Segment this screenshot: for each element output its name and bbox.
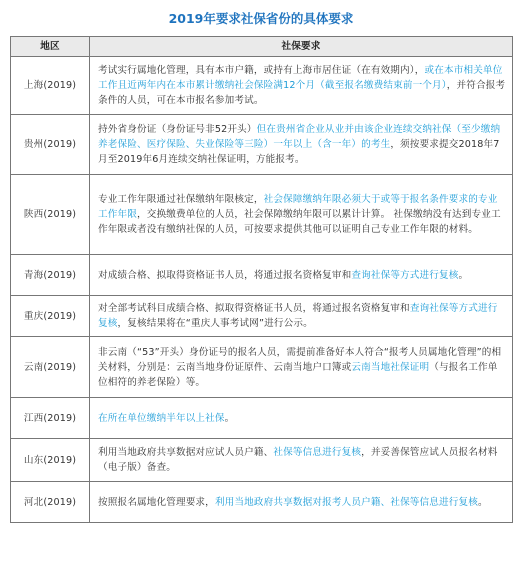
requirement-cell xyxy=(90,398,513,439)
requirement-text: 持外省身份证（身份证号非52开头） xyxy=(98,124,257,135)
table-row xyxy=(11,175,513,255)
requirement-text: 。 xyxy=(458,269,469,281)
requirement-text: ，复核结果将在“重庆人事考试网”进行公示。 xyxy=(117,318,313,329)
requirements-table xyxy=(10,36,513,523)
table-row xyxy=(11,337,513,398)
requirement-cell xyxy=(90,482,513,523)
region-cell: 上海(2019) xyxy=(11,57,90,115)
requirement-cell xyxy=(90,255,513,296)
table-row xyxy=(11,296,513,337)
highlighted-requirement: 在所在单位缴纳半年以上社保 xyxy=(98,412,225,424)
requirement-text: ，交换缴费单位的人员，社会保障缴纳年限可以累计计算。 社保缴纳没有达到专业工作年限或者没有缴纳社保的人员，可按要求提供其他可以证明自己专业工作年限的材料。 xyxy=(98,209,501,235)
highlighted-requirement: 社保等信息进行复核 xyxy=(273,447,362,458)
table-row xyxy=(11,439,513,482)
requirement-cell xyxy=(90,57,513,115)
region-cell: 青海(2019) xyxy=(11,255,90,296)
requirement-cell xyxy=(90,115,513,175)
region-cell: 河北(2019) xyxy=(11,482,90,523)
requirement-text: 对成绩合格、拟取得资格证书人员，将通过报名资格复审和 xyxy=(98,269,352,281)
region-cell: 陕西(2019) xyxy=(11,175,90,255)
region-cell: 山东(2019) xyxy=(11,439,90,482)
highlighted-requirement: 利用当地政府共享数据对报考人员户籍、社保等信息进行复核 xyxy=(214,496,479,508)
requirement-cell xyxy=(90,439,513,482)
requirement-text: 专业工作年限通过社保缴纳年限核定， xyxy=(98,194,264,205)
table-row xyxy=(11,255,513,296)
requirement-text: 对全部考试科目成绩合格、拟取得资格证书人员，将通过报名资格复审和 xyxy=(98,303,410,314)
requirement-cell xyxy=(90,337,513,398)
requirement-text: 考试实行属地化管理，具有本市户籍，或持有上海市居住证（在有效期内）， xyxy=(98,65,425,76)
table-row xyxy=(11,482,513,523)
requirement-cell xyxy=(90,296,513,337)
highlighted-requirement: 社会保障缴纳年限必须大于或等于报名条件要求的专业工作年限 xyxy=(98,194,498,220)
region-cell: 云南(2019) xyxy=(11,337,90,398)
requirement-text: （与报名工作单位相符的养老保险）等。 xyxy=(98,361,498,388)
requirement-text: ，并妥善保管应试人员报名材料（电子版）备查。 xyxy=(98,447,498,473)
table-row xyxy=(11,115,513,175)
requirement-text: 。 xyxy=(478,496,488,508)
region-cell: 重庆(2019) xyxy=(11,296,90,337)
highlighted-requirement: 查询社保等方式进行复核 xyxy=(351,269,459,281)
highlighted-requirement: 查询社保等方式进行复核 xyxy=(98,303,498,329)
requirement-text: 。 xyxy=(224,412,235,424)
page-title: 2019年要求社保省份的具体要求 xyxy=(168,11,354,26)
table-header-row xyxy=(11,37,513,57)
table-row xyxy=(11,398,513,439)
requirement-text: 利用当地政府共享数据对应试人员户籍、 xyxy=(98,447,274,458)
requirement-text: ，并符合报考条件的人员，可在本市报名参加考试。 xyxy=(98,80,506,106)
header-requirement: 社保要求 xyxy=(90,37,513,57)
requirement-text: 非云南（“53”开头）身份证号的报名人员，需提前准备好本人符合“报考人员属地化管理”的相关材料，分别是：云南当地身份证原件、云南当地户口簿或 xyxy=(98,346,502,373)
highlighted-requirement: 但在贵州省企业从业并由该企业连续交纳社保（至少缴纳养老保险、医疗保险、失业保险等三险）一年以上（含一年）的考生 xyxy=(98,124,501,150)
region-cell: 贵州(2019) xyxy=(11,115,90,175)
requirement-text: ，须按要求提交2018年7月至2019年6月连续交纳社保证明，方能报考。 xyxy=(98,139,500,165)
table-row xyxy=(11,57,513,115)
highlighted-requirement: 或在本市相关单位工作且近两年内在本市累计缴纳社会保险满12个月（截至报名缴费结束前一个月） xyxy=(98,65,503,91)
requirement-cell xyxy=(90,175,513,255)
header-region: 地区 xyxy=(11,37,90,57)
requirement-text: 按照报名属地化管理要求， xyxy=(98,496,215,508)
region-cell: 江西(2019) xyxy=(11,398,90,439)
highlighted-requirement: 云南当地社保证明 xyxy=(351,361,430,373)
